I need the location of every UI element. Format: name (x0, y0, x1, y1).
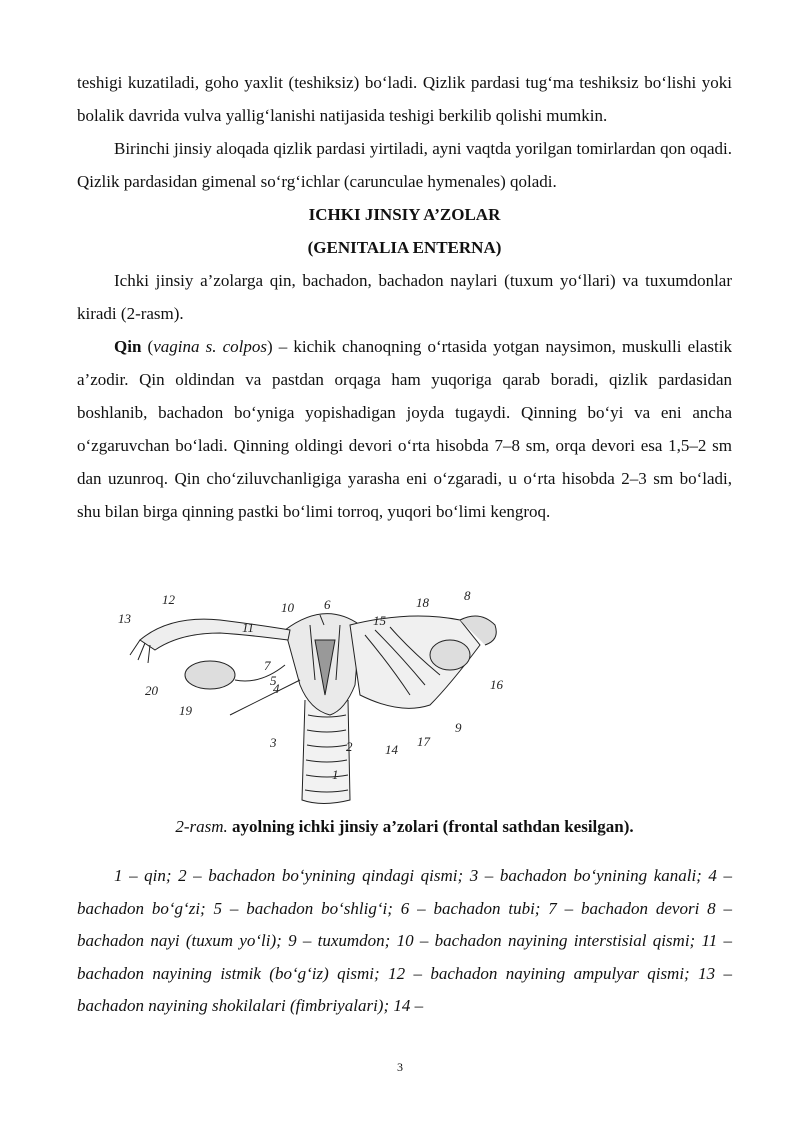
figure-label-19: 19 (179, 703, 192, 718)
paragraph-2: Birinchi jinsiy aloqada qizlik pardasi yirtiladi, ayni vaqtda yorilgan tomirlardan qon oqadi. Qizlik pardasidan gimenal so‘rg‘ichlar (carunculae hymenales) qoladi. (77, 139, 732, 191)
paragraph-1: teshigi kuzatiladi, goho yaxlit (teshiksiz) bo‘ladi. Qizlik pardasi tug‘ma teshiksiz bo‘lishi yoki bolalik davrida vulva yallig‘lanishi natijasida teshigi berkilib qolishi mumkin. (77, 73, 732, 125)
figure-label-12: 12 (162, 592, 175, 607)
figure-label-7: 7 (264, 658, 271, 673)
section-heading: ICHKI JINSIY A’ZOLAR (308, 205, 501, 224)
body-text (77, 66, 732, 528)
paragraph-4: Qin (vagina s. colpos) – kichik chanoqning o‘rtasida yotgan naysimon, muskulli elastik a’zodir. Qin oldindan va pastdan orqaga ham yuqoriga qarab boradi, qizlik pardasidan boshlanib, bachadon bo‘yniga yopishadigan joyda tugaydi. Qinning bo‘yi va eni ancha o‘zgaruvchan bo‘ladi. Qinning oldingi devori o‘rta hisobda 7–8 sm, orqa devori esa 1,5–2 sm dan uzunroq. Qin cho‘ziluvchanligiga yarasha eni o‘zgaradi, u o‘rta hisobda 2–3 sm bo‘ladi, shu bilan birga qinning pastki bo‘limi torroq, yuqori bo‘limi kengroq. (77, 337, 732, 521)
figure-label-2: 2 (346, 739, 353, 754)
page-number: 3 (397, 1060, 403, 1074)
figure-label-9: 9 (455, 720, 462, 735)
left-adnexa-drawing (130, 619, 300, 715)
figure-legend: 1 – qin; 2 – bachadon bo‘ynining qindagi qismi; 3 – bachadon bo‘ynining kanali; 4 – bachadon bo‘g‘zi; 5 – bachadon bo‘shlig‘i; 6 – bachadon tubi; 7 – bachadon devori 8 – bachadon nayi (tuxum yo‘li); 9 – tuxumdon; 10 – bachadon nayining interstisial qismi; 11 – bachadon nayining istmik (bo‘g‘iz) qismi; 12 – bachadon nayining ampulyar qismi; 13 – bachadon nayining shokilalari (fimbriyalari); 14 – (77, 866, 732, 1015)
figure-label-10: 10 (281, 600, 294, 615)
figure-label-13: 13 (118, 611, 131, 626)
figure-label-15: 15 (373, 613, 386, 628)
figure-label-6: 6 (324, 597, 331, 612)
figure-label-11: 11 (242, 620, 255, 635)
paragraph-3: Ichki jinsiy a’zolarga qin, bachadon, bachadon naylari (tuxum yo‘llari) va tuxumdonlar kiradi (2-rasm). (77, 271, 732, 323)
figure-label-8: 8 (464, 588, 471, 603)
figure-label-16: 16 (490, 677, 503, 692)
caption-prefix: 2-rasm. (175, 817, 228, 836)
uterus-drawing (285, 614, 360, 715)
latin-term: vagina s. colpos (153, 337, 267, 356)
figure-label-3: 3 (270, 735, 277, 750)
figure-label-17: 17 (417, 734, 430, 749)
caption-title: ayolning ichki jinsiy a’zolari (frontal sathdan kesilgan). (232, 817, 634, 836)
paragraph-4-body: – kichik chanoqning o‘rtasida yotgan naysimon, muskulli elastik a’zodir. Qin oldindan va pastdan orqaga ham yuqoriga qarab boradi, qizlik pardasidan boshlanib, bachadon bo‘yniga yopishadigan joyda tugaydi. Qinning bo‘yi va eni ancha o‘zgaruvchan bo‘ladi. Qinning oldingi devori o‘rta hisobda 7–8 sm, orqa devori esa 1,5–2 sm dan uzunroq. Qin cho‘ziluvchanligiga yarasha eni o‘zgaradi, u o‘rta hisobda 2–3 sm bo‘ladi, shu bilan birga qinning pastki bo‘limi torroq, yuqori bo‘limi kengroq. (77, 337, 732, 521)
vagina-drawing (302, 700, 350, 804)
figure-label-20: 20 (145, 683, 158, 698)
right-adnexa-drawing (350, 616, 496, 708)
figure-label-4: 4 (273, 681, 280, 696)
figure-label-14: 14 (385, 742, 398, 757)
figure-label-1: 1 (332, 767, 339, 782)
figure-caption (77, 810, 732, 843)
section-subheading: (GENITALIA ENTERNA) (307, 238, 502, 257)
figure-label-18: 18 (416, 595, 429, 610)
anatomy-illustration (110, 585, 510, 810)
figure-label-5: 5 (270, 673, 277, 688)
term-qin: Qin (114, 337, 142, 356)
